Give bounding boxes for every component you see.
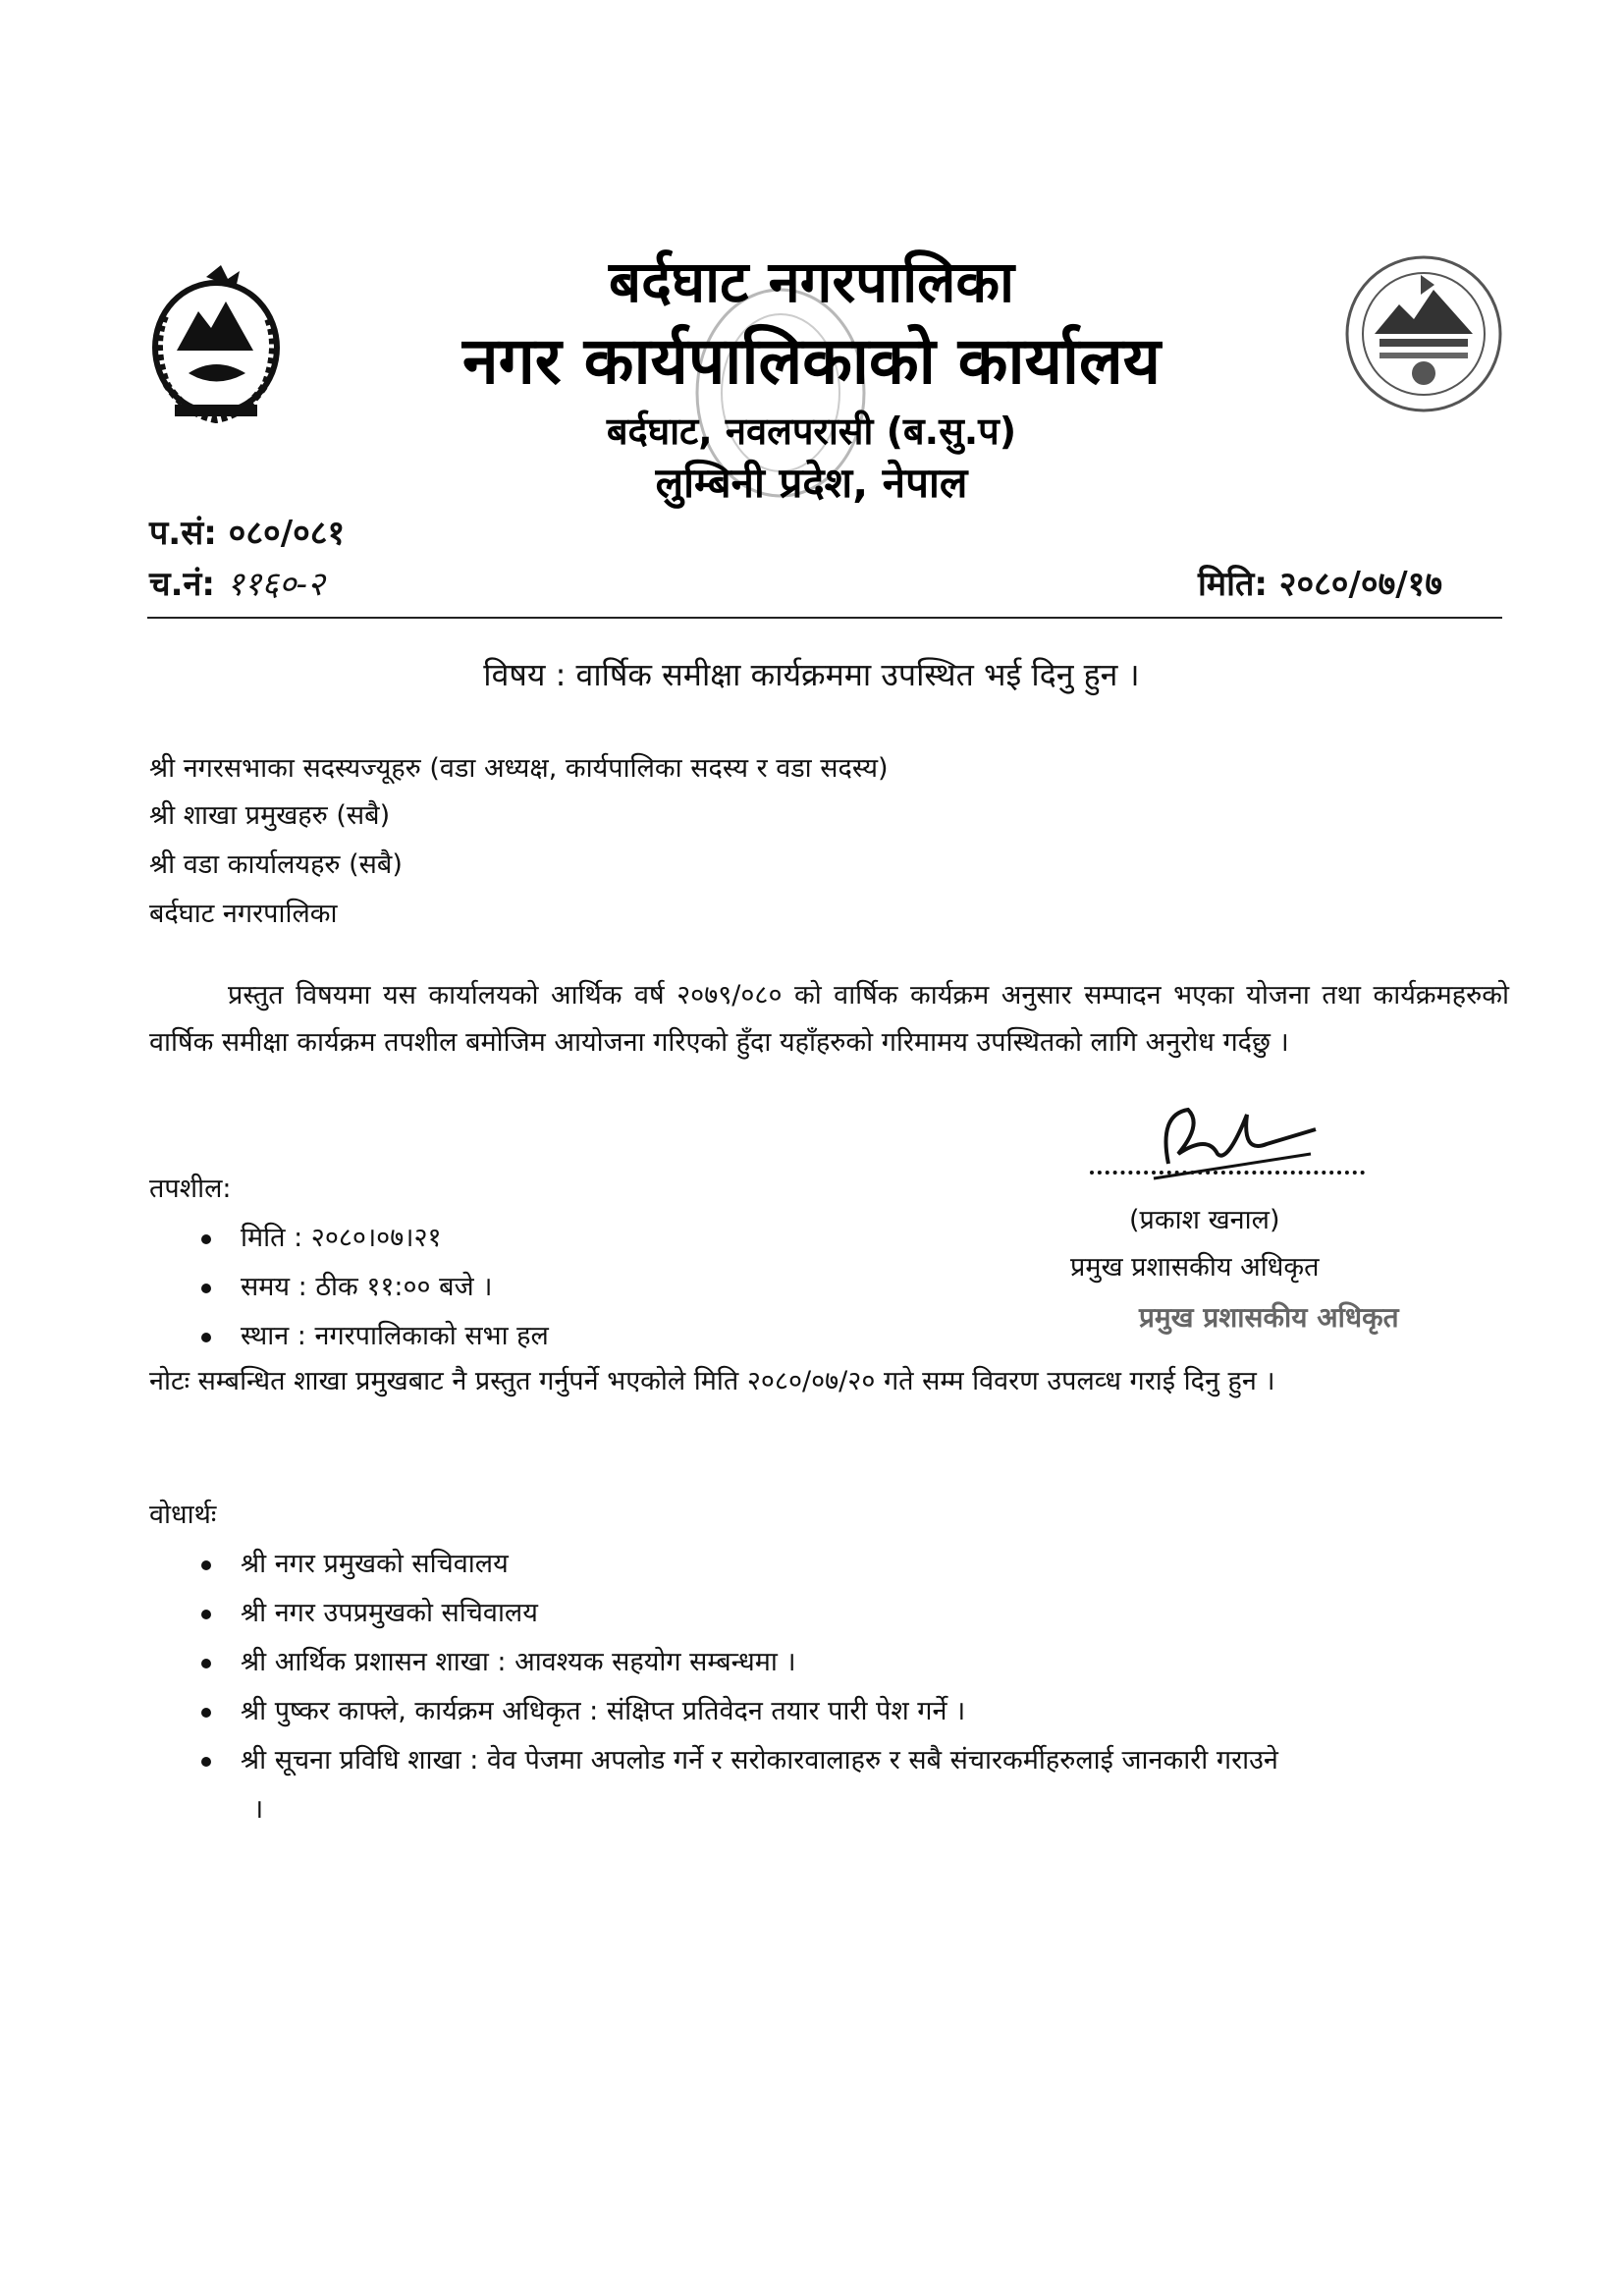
letter-date [1198,560,1442,605]
details-item [201,1267,492,1303]
date-label: मिति: [1198,565,1268,604]
office-address: बर्दघाट, नवलपरासी (ब.सु.प) [606,410,1017,453]
cn-value: ११६०-२ [226,565,325,604]
cc-item-text: श्री आर्थिक प्रशासन शाखा : आवश्यक सहयोग सम्बन्धमा । [241,1647,796,1677]
signatory-title: प्रमुख प्रशासकीय अधिकृत [1070,1252,1320,1283]
office-name: नगर कार्यपालिकाको कार्यालय [462,323,1161,399]
cc-item [201,1593,538,1629]
cc-item [201,1691,965,1727]
dispatch-number [149,560,325,605]
office-province: लुम्बिनी प्रदेश, नेपाल [655,459,968,507]
cc-item [201,1642,796,1678]
cn-label: च.नं: [149,565,215,604]
details-item-text: स्थान : नगरपालिकाको सभा हल [241,1321,549,1351]
cc-item-text: श्री पुष्कर काफ्ले, कार्यक्रम अधिकृत : संक्षिप्त प्रतिवेदन तयार पारी पेश गर्ने । [241,1696,966,1726]
recipient-line: बर्दघाट नगरपालिका [149,899,338,929]
note-paragraph: नोटः सम्बन्धित शाखा प्रमुखबाट नै प्रस्तुत गर्नुपर्ने भएकोले मिति २०८०/०७/२० गते सम्म विवरण उपलव्ध गराई दिनु हुन । [149,1366,1275,1396]
details-item-text: समय : ठीक ११:०० बजे । [241,1272,493,1302]
signatory-stamp: प्रमुख प्रशासकीय अधिकृत [1139,1301,1399,1334]
fiscal-year-ref [149,509,345,554]
municipality-name: बर्दघाट नगरपालिका [608,248,1015,315]
cc-heading: वोधार्थः [149,1500,217,1530]
details-item [201,1316,549,1352]
letter-subject: विषय : वार्षिक समीक्षा कार्यक्रममा उपस्थित भई दिनु हुन । [483,656,1140,693]
recipient-line: श्री वडा कार्यालयहरु (सबै) [149,849,403,880]
cc-item [201,1740,1278,1777]
signatory-name: (प्रकाश खनाल) [1129,1205,1280,1235]
details-item-text: मिति : २०८०।०७।२१ [241,1223,442,1253]
cc-item-text: श्री सूचना प्रविधि शाखा : वेव पेजमा अपलोड गर्ने र सरोकारवालाहरु र सबै संचारकर्मीहरुलाई जानकारी गराउने [241,1745,1278,1776]
body-paragraph: प्रस्तुत विषयमा यस कार्यालयको आर्थिक वर्ष २०७९/०८० को वार्षिक कार्यक्रम अनुसार सम्पादन भएका योजना तथा कार्यक्रमहरुको वार्षिक समीक्षा कार्यक्रम तपशील बमोजिम आयोजना गरिएको हुँदा यहाँहरुको गरिमामय उपस्थितको लागि अनुरोध गर्दछु । [149,980,1509,1058]
recipient-line: श्री शाखा प्रमुखहरु (सबै) [149,800,391,831]
ps-value: ०८०/०८१ [228,514,346,553]
signature-line [1090,1171,1365,1175]
cc-item-text: श्री नगर उपप्रमुखको सचिवालय [241,1598,538,1628]
cc-item-text: श्री नगर प्रमुखको सचिवालय [241,1549,509,1579]
details-item [201,1218,442,1254]
ps-label: प.सं: [149,514,217,553]
recipient-line: श्री नगरसभाका सदस्यज्यूहरु (वडा अध्यक्ष, कार्यपालिका सदस्य र वडा सदस्य) [149,753,889,784]
cc-item-tail: । [253,1794,264,1825]
cc-item [201,1544,509,1580]
date-value: २०८०/०७/१७ [1278,565,1443,604]
details-heading: तपशील: [149,1174,232,1204]
header-divider [147,617,1502,619]
